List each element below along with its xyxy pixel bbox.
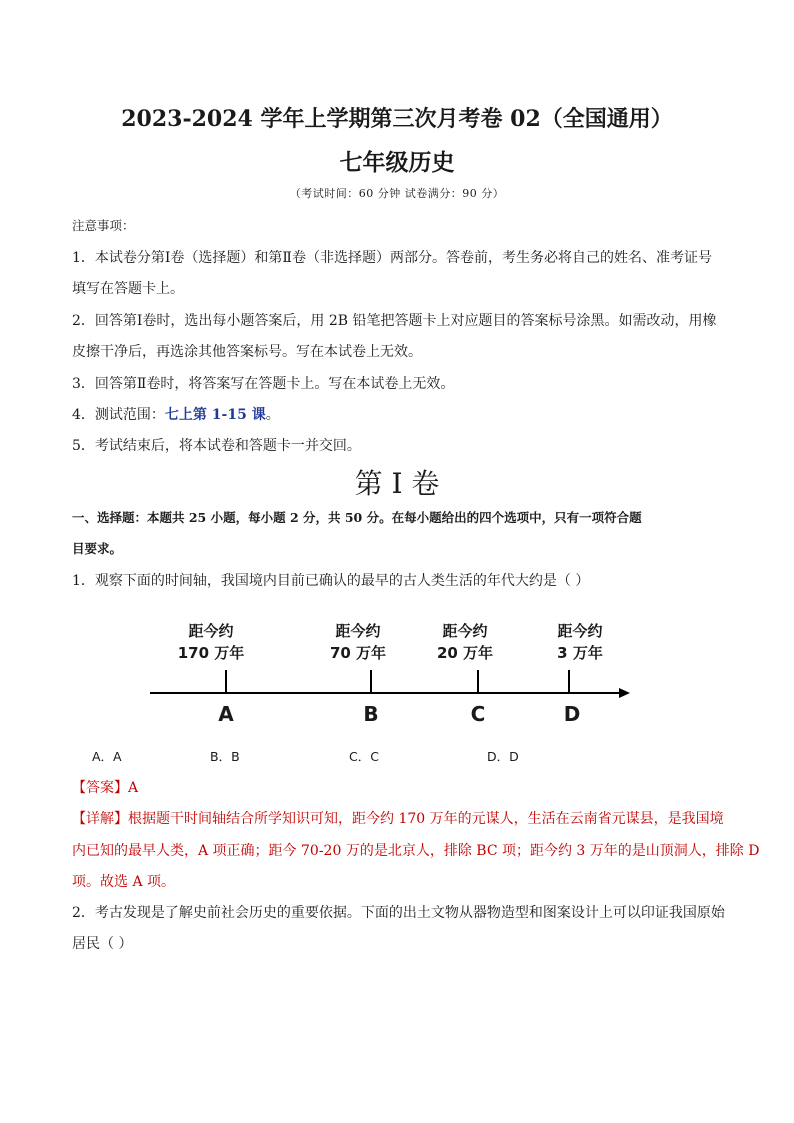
timeline-label-a — [166, 620, 256, 664]
section-instruction-line-2: 目要求。 — [72, 541, 123, 556]
option-b: B．B — [210, 749, 240, 764]
note-4-suffix: 。 — [265, 407, 280, 423]
timeline-label-a-bottom: 170 万年 — [177, 644, 245, 662]
note-4 — [72, 404, 732, 424]
detail-q1-line-3: 项。故选 A 项。 — [72, 874, 176, 890]
note-4-prefix: 4．测试范围： — [72, 407, 165, 423]
note-1-line-2: 填写在答题卡上。 — [72, 281, 184, 297]
note-2-line-1: 2．回答第Ⅰ卷时，选出每小题答案后，用 2B 铅笔把答题卡上对应题目的答案标号涂黑。如需改动，用橡 — [72, 313, 717, 329]
timeline-letter-b: B — [363, 702, 379, 726]
section-instruction-line-1: 一、选择题：本题共 25 小题，每小题 2 分，共 50 分。在每小题给出的四个选项中，只有一项符合题 — [72, 510, 642, 525]
option-c: C．C — [349, 749, 379, 764]
timeline-label-c-top: 距今约 — [442, 622, 488, 640]
note-3: 3．回答第Ⅱ卷时，将答案写在答题卡上。写在本试卷上无效。 — [72, 376, 455, 392]
timeline-label-c-bottom: 20 万年 — [436, 644, 494, 662]
detail-q1-line-1: 【详解】根据题干时间轴结合所学知识可知，距今约 170 万年的元谋人，生活在云南省元谋县，是我国境 — [72, 811, 724, 827]
detail-q1-line-2: 内已知的最早人类，A 项正确；距今 70-20 万的是北京人，排除 BC 项；距今约 3 万年的是山顶洞人，排除 D — [72, 843, 760, 859]
question-2-stem-line-1: 2．考古发现是了解史前社会历史的重要依据。下面的出土文物从器物造型和图案设计上可以印证我国原始 — [72, 905, 725, 921]
timeline-letter-a: A — [218, 702, 234, 726]
notes-heading: 注意事项： — [72, 218, 135, 233]
test-range: 七上第 1-15 课 — [164, 407, 266, 423]
timeline-figure — [0, 612, 794, 732]
timeline-label-b-bottom: 70 万年 — [329, 644, 387, 662]
timeline-letter-d: D — [563, 702, 581, 726]
exam-title: 2023-2024 学年上学期第三次月考卷 02（全国通用） — [121, 106, 673, 132]
note-5: 5．考试结束后，将本试卷和答题卡一并交回。 — [72, 438, 361, 454]
timeline-label-d-top: 距今约 — [557, 622, 603, 640]
timeline-letter-c: C — [470, 702, 486, 726]
note-2-line-2: 皮擦干净后，再选涂其他答案标号。写在本试卷上无效。 — [72, 344, 422, 360]
timeline-arrow-icon — [619, 688, 630, 698]
option-d: D．D — [487, 749, 519, 764]
timeline-label-a-top: 距今约 — [188, 622, 234, 640]
timeline-label-d-bottom: 3 万年 — [557, 644, 603, 662]
option-a: A．A — [92, 749, 122, 764]
exam-subtitle: 七年级历史 — [339, 149, 455, 176]
timeline-label-d — [535, 620, 625, 664]
timeline-label-b-top: 距今约 — [335, 622, 381, 640]
exam-info: （考试时间：60 分钟 试卷满分：90 分） — [289, 187, 505, 200]
timeline-label-b — [313, 620, 403, 664]
section-title: 第 I 卷 — [354, 467, 440, 500]
answer-q1: 【答案】A — [72, 780, 139, 796]
note-1-line-1: 1．本试卷分第Ⅰ卷（选择题）和第Ⅱ卷（非选择题）两部分。答卷前，考生务必将自己的姓名、准考证号 — [72, 250, 712, 266]
timeline-label-c — [420, 620, 510, 664]
question-2-stem-line-2: 居民（ ） — [72, 936, 133, 952]
question-1-stem: 1．观察下面的时间轴，我国境内目前已确认的最早的古人类生活的年代大约是（ ） — [72, 573, 590, 589]
